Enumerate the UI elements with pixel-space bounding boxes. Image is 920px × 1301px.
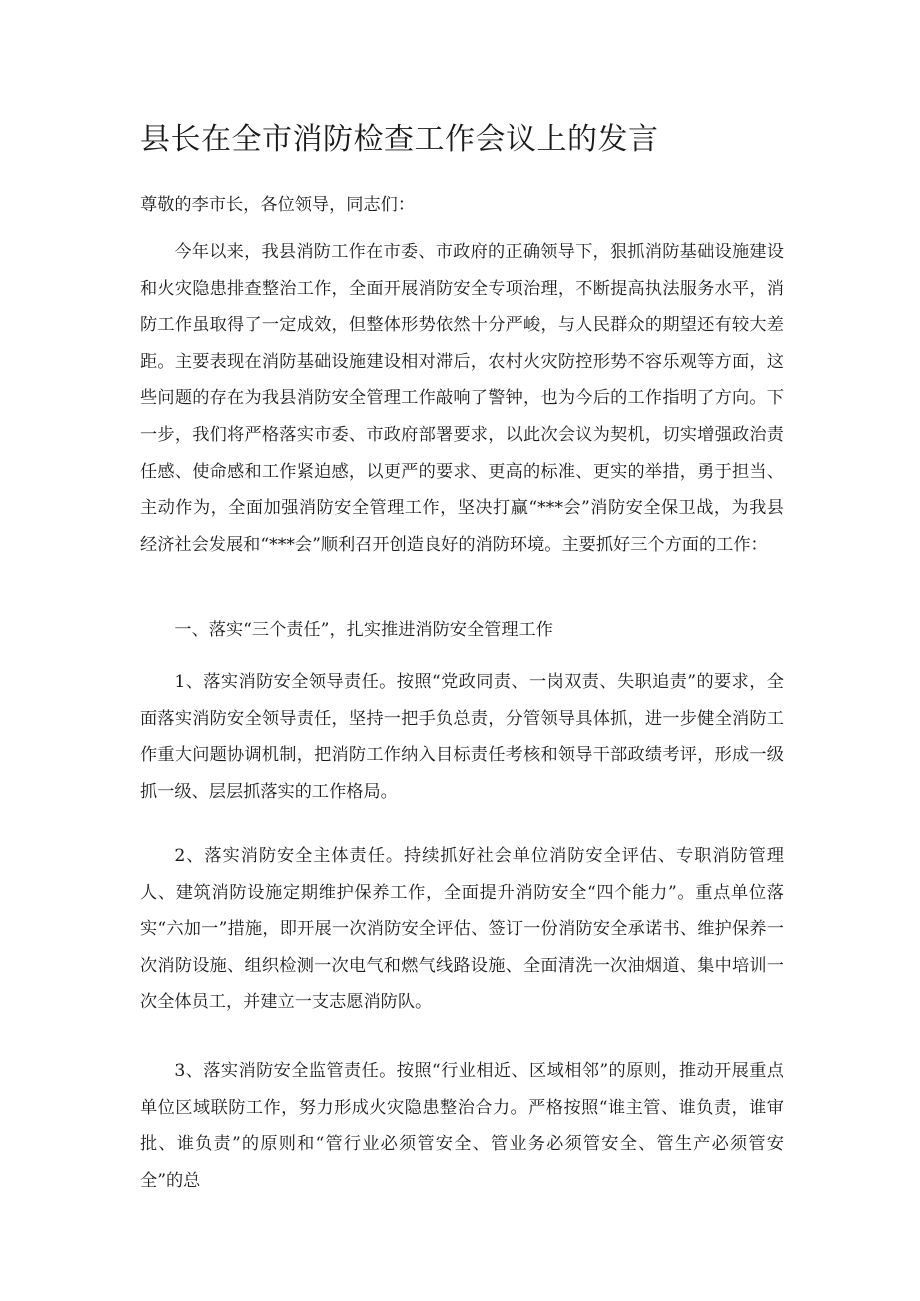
section-heading-1: 一、落实“三个责任”，扎实推进消防安全管理工作 xyxy=(174,620,553,640)
paragraph-intro: 今年以来，我县消防工作在市委、市政府的正确领导下，狠抓消防基础设施建设和火灾隐患排查整治工作，全面开展消防安全专项治理，不断提高执法服务水平，消防工作虽取得了一定成效，但整体形势依然十分严峻，与人民群众的期望还有较大差距。主要表现在消防基础设施建设相对滞后，农村火灾防控形势不容乐观等方面，这些问题的存在为我县消防安全管理工作敲响了警钟，也为今后的工作指明了方向。下一步，我们将严格落实市委、市政府部署要求，以此次会议为契机，切实增强政治责任感、使命感和工作紧迫感，以更严的要求、更高的标准、更实的举措，勇于担当、主动作为，全面加强消防安全管理工作，坚决打赢“***会”消防安全保卫战，为我县经济社会发展和“***会”顺利召开创造良好的消防环境。主要抓好三个方面的工作： xyxy=(140,242,784,555)
paragraph-leadership-responsibility: 1、落实消防安全领导责任。按照“党政同责、一岗双责、失职追责”的要求，全面落实消防安全领导责任，坚持一把手负总责，分管领导具体抓，进一步健全消防工作重大问题协调机制，把消防工作纳入目标责任考核和领导干部政绩考评，形成一级抓一级、层层抓落实的工作格局。 xyxy=(140,672,784,802)
paragraph-subject-responsibility: 2、落实消防安全主体责任。持续抓好社会单位消防安全评估、专职消防管理人、建筑消防设施定期维护保养工作，全面提升消防安全“四个能力”。重点单位落实“六加一”措施，即开展一次消防安全评估、签订一份消防安全承诺书、维护保养一次消防设施、组织检测一次电气和燃气线路设施、全面清洗一次油烟道、集中培训一次全体员工，并建立一支志愿消防队。 xyxy=(140,846,784,1013)
salutation: 尊敬的李市长，各位领导，同志们： xyxy=(140,195,416,215)
paragraph-supervision-responsibility: 3、落实消防安全监管责任。按照“行业相近、区域相邻”的原则，推动开展重点单位区域联防工作，努力形成火灾隐患整治合力。严格按照“谁主管、谁负责，谁审批、谁负责”的原则和“管行业必须管安全、管业务必须管安全、管生产必须管安全”的总 xyxy=(140,1061,784,1191)
page-title: 县长在全市消防检查工作会议上的发言 xyxy=(140,122,659,157)
